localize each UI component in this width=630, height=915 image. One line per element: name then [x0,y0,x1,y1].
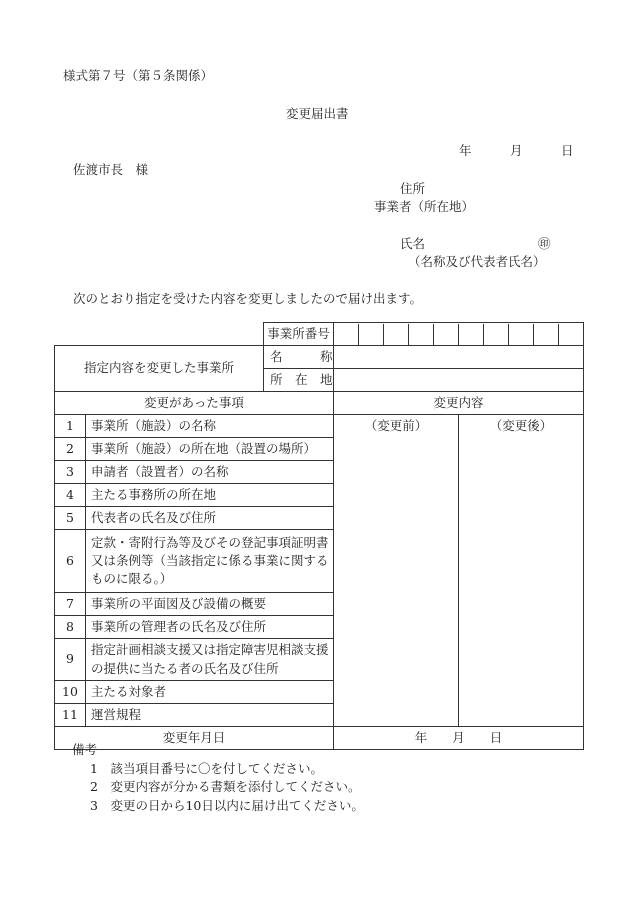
addressee: 佐渡市長 様 [73,162,149,177]
item-text: 申請者（設置者）の名称 [86,461,334,484]
form-number: 様式第７号（第５条関係） [63,68,214,83]
before-change-column[interactable] [334,415,459,727]
office-number-digit-box[interactable] [334,324,358,345]
note-item: 1 該当項目番号に〇を付してください。 [90,761,323,776]
item-number[interactable]: 9 [55,639,86,681]
office-location-field[interactable] [334,369,584,392]
items-header: 変更があった事項 [55,392,334,415]
item-number[interactable]: 5 [55,507,86,530]
office-number-digit-box[interactable] [483,324,508,345]
blank-cell [55,323,264,346]
office-number-label: 事業所番号 [264,323,334,346]
before-label: （変更前） [364,418,428,433]
document-title: 変更届出書 [286,106,349,121]
date-year-label: 年 [459,143,472,158]
item-text: 事業所（施設）の名称 [86,415,334,438]
item-text: 主たる対象者 [86,681,334,704]
item-number[interactable]: 11 [55,704,86,727]
office-name-field[interactable] [334,346,584,369]
office-number-digit-box[interactable] [433,324,458,345]
item-text: 事業所（施設）の所在地（設置の場所） [86,438,334,461]
name-label: 氏名 [400,236,426,251]
item-number[interactable]: 6 [55,530,86,593]
item-number[interactable]: 3 [55,461,86,484]
note-item: 2 変更内容が分かる書類を添付してください。 [90,779,361,794]
item-text: 定款・寄附行為等及びその登記事項証明書又は条例等（当該指定に係る事業に関するものに限る。） [86,530,334,593]
content-header: 変更内容 [334,392,584,415]
office-number-digit-box[interactable] [508,324,533,345]
item-number[interactable]: 4 [55,484,86,507]
change-date-field[interactable]: 年 月 日 [334,727,584,750]
intro-text: 次のとおり指定を受けた内容を変更しましたので届け出ます。 [73,291,423,306]
office-number-digit-box[interactable] [558,324,583,345]
office-name-label [264,346,334,369]
office-number-digit-box[interactable] [458,324,483,345]
change-notification-table [54,322,584,750]
item-number[interactable]: 7 [55,593,86,616]
item-number[interactable]: 1 [55,415,86,438]
office-number-digit-box[interactable] [383,324,408,345]
office-name-label-text: 名 称 [270,348,333,364]
date-month-label: 月 [510,143,523,158]
name-note: （名称及び代表者氏名） [408,254,546,269]
item-text: 主たる事務所の所在地 [86,484,334,507]
office-number-digit-box[interactable] [533,324,558,345]
office-number-digit-box[interactable] [358,324,383,345]
item-text: 指定計画相談支援又は指定障害児相談支援の提供に当たる者の氏名及び住所 [86,639,334,681]
change-date-label: 変更年月日 [55,727,334,750]
office-location-label [264,369,334,392]
item-number[interactable]: 10 [55,681,86,704]
item-text: 事業所の平面図及び設備の概要 [86,593,334,616]
office-number-digit-box[interactable] [408,324,433,345]
note-item: 3 変更の日から10日以内に届け出てください。 [90,798,364,813]
after-label: （変更後） [489,418,553,433]
notes-title: 備考 [72,742,98,757]
address-label: 住所 [400,181,426,196]
business-label: 事業者（所在地） [374,199,475,214]
item-text: 運営規程 [86,704,334,727]
office-location-label-text: 所 在 地 [270,371,333,387]
office-number-boxes [334,323,584,346]
after-change-column[interactable] [459,415,584,727]
seal-mark: ㊞ [538,236,551,251]
date-day-label: 日 [561,143,574,158]
item-text: 事業所の管理者の氏名及び住所 [86,616,334,639]
item-text: 代表者の氏名及び住所 [86,507,334,530]
item-number[interactable]: 2 [55,438,86,461]
item-number[interactable]: 8 [55,616,86,639]
changed-office-label: 指定内容を変更した事業所 [55,346,264,392]
